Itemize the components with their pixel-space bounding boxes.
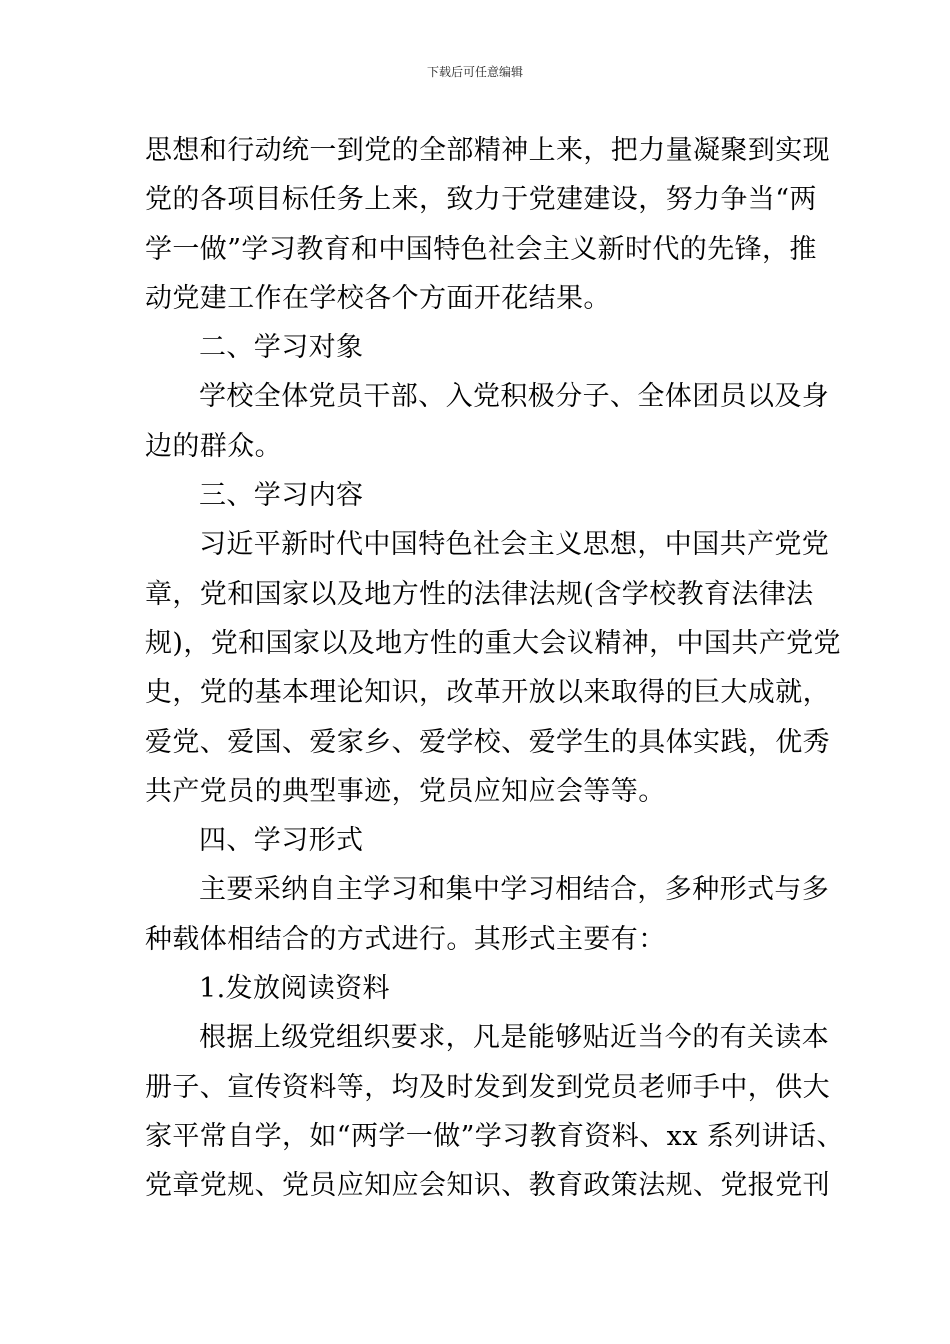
text-line: 册子、宣传资料等，均及时发到发到党员老师手中，供大: [145, 1071, 830, 1103]
text-line: 学校全体党员干部、入党积极分子、全体团员以及身: [199, 381, 830, 413]
text-line: 三、学习内容: [199, 480, 364, 512]
text-line: 根据上级党组织要求，凡是能够贴近当今的有关读本: [199, 1022, 830, 1054]
text-line: 党章党规、党员应知应会知识、教育政策法规、党报党刊: [145, 1170, 830, 1202]
text-line: 规)，党和国家以及地方性的重大会议精神，中国共产党党: [145, 627, 841, 659]
text-line: 边的群众。: [145, 430, 282, 462]
text-line: 种载体相结合的方式进行。其形式主要有：: [145, 923, 666, 955]
text-line: 党的各项目标任务上来，致力于党建建设，努力争当“两: [145, 184, 817, 216]
text-line: 1.发放阅读资料: [199, 973, 390, 1005]
text-line: 爱党、爱国、爱家乡、爱学校、爱学生的具体实践，优秀: [145, 726, 830, 758]
page-header-note: 下载后可任意编辑: [426, 65, 523, 79]
text-line: 学一做”学习教育和中国特色社会主义新时代的先锋，推: [145, 233, 817, 265]
text-line: 主要采纳自主学习和集中学习相结合，多种形式与多: [199, 874, 830, 906]
text-line: 习近平新时代中国特色社会主义思想，中国共产党党: [199, 529, 830, 561]
text-line: 共产党员的典型事迹，党员应知应会等等。: [145, 775, 666, 807]
text-line: 史，党的基本理论知识，改革开放以来取得的巨大成就，: [145, 677, 830, 709]
text-line: 思想和行动统一到党的全部精神上来，把力量凝聚到实现: [145, 135, 830, 166]
document-body: [145, 126, 844, 1211]
text-line: 家平常自学，如“两学一做”学习教育资料、xx 系列讲话、: [145, 1120, 844, 1152]
text-line: 二、学习对象: [199, 332, 364, 364]
text-line: 动党建工作在学校各个方面开花结果。: [145, 282, 611, 314]
text-line: 四、学习形式: [199, 825, 364, 857]
text-line: 章，党和国家以及地方性的法律法规(含学校教育法律法: [145, 578, 814, 610]
